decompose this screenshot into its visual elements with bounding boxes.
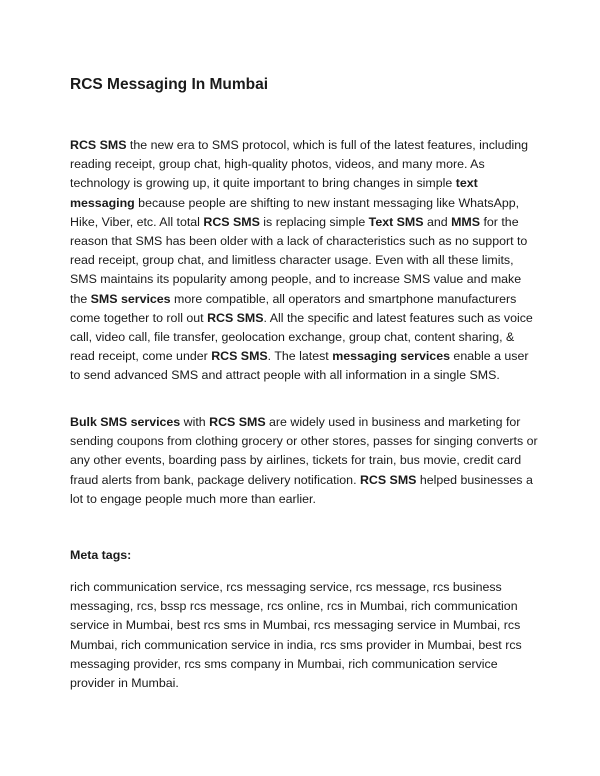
meta-tags-heading: Meta tags: (70, 548, 132, 562)
bold-keyword: RCS SMS (203, 214, 260, 229)
text-run: . The latest (267, 349, 333, 364)
bold-keyword: Text SMS (368, 214, 424, 229)
text-run: and (423, 214, 452, 229)
bold-keyword: messaging services (332, 349, 450, 364)
text-run: more compatible, all operators and smartphone manufacturers come together to roll out (70, 291, 517, 325)
text-run: enable a user to send advanced SMS and attract people with all information in a single SMS. (70, 349, 529, 383)
bold-keyword: RCS SMS (211, 349, 268, 364)
meta-tags-text: rich communication service, rcs messaging service, rcs message, rcs business messaging, rcs, bssp rcs message, rcs online, rcs in Mumbai, rich communication service in Mumbai, best rcs sms in Mumbai, rcs messaging service in Mumbai, rcs Mumbai, rich communication service in india, rcs sms provider in Mumbai, best rcs messaging provider, rcs sms company in Mumbai, rich communication service provider in Mumbai. (70, 580, 522, 691)
bold-keyword: RCS SMS (359, 472, 417, 487)
text-run: is replacing simple (259, 214, 369, 229)
bold-keyword: RCS SMS (70, 138, 127, 152)
text-run: . All the specific and latest features such as voice call, video call, file transfer, geolocation exchange, group chat, content sharing, & read receipt, come under (70, 310, 533, 364)
intro-paragraph (70, 136, 540, 386)
text-run: with (180, 415, 210, 429)
bold-keyword: RCS SMS (209, 415, 266, 429)
page-title: RCS Messaging In Mumbai (70, 76, 269, 93)
bold-keyword: Bulk SMS services (70, 415, 181, 429)
text-run: for the reason that SMS has been older with a lack of characteristics such as no support to read receipt, group chat, and limitless character usage. Even with all these limits, SMS maintains its popularity among people, and to increase SMS value and make the (70, 214, 528, 306)
text-run: the new era to SMS protocol, which is full of the latest features, including reading receipt, group chat, high-quality photos, videos, and many more. As technology is growing up, it quite important to bring changes in simple (70, 138, 528, 191)
bulk-sms-paragraph (70, 413, 540, 509)
text-run: because people are shifting to new instant messaging like WhatsApp, Hike, Viber, etc. All total (70, 195, 520, 229)
bold-keyword: RCS SMS (207, 310, 264, 325)
bold-keyword: MMS (451, 214, 481, 229)
bold-keyword: SMS services (90, 291, 171, 306)
text-run: helped businesses a lot to engage people much more than earlier. (70, 472, 533, 506)
text-run: are widely used in business and marketing for sending coupons from clothing grocery or other stores, passes for singing converts or any other events, boarding pass by airlines, tickets for train, bus movie, credit card fraud alerts from bank, package delivery notification. (70, 415, 538, 487)
bold-keyword: text messaging (70, 176, 478, 210)
